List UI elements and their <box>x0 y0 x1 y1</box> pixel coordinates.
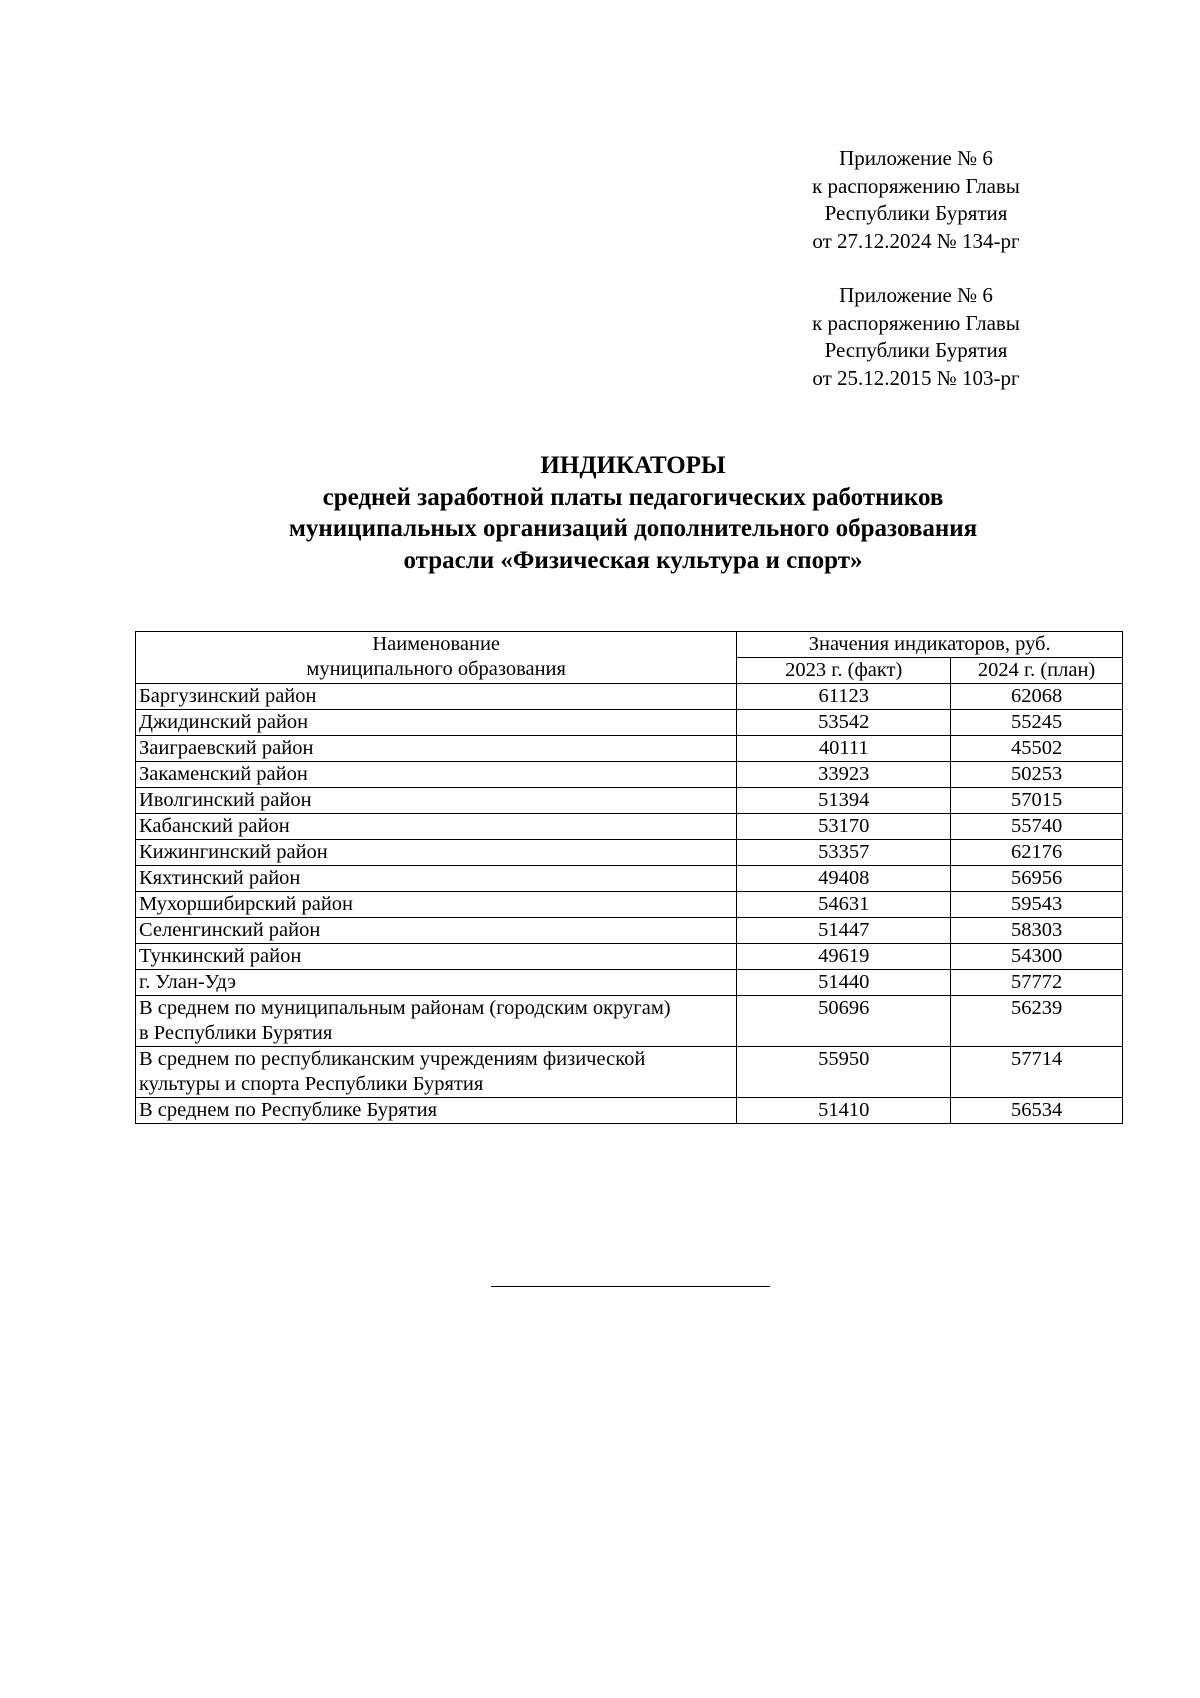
row-value-2024: 56956 <box>951 866 1123 892</box>
table-row <box>136 762 1123 788</box>
table-row <box>136 918 1123 944</box>
row-value-2023: 50696 <box>737 996 951 1047</box>
row-name-line-1: В среднем по муниципальным районам (городским округам) <box>139 997 671 1019</box>
table-row <box>136 840 1123 866</box>
table-row <box>136 1098 1123 1124</box>
header-indicator-values: Значения индикаторов, руб. <box>737 632 1123 658</box>
appendix-current <box>760 145 1072 255</box>
appendix-previous-line-4: от 25.12.2015 № 103-рг <box>812 365 1020 390</box>
row-value-2023: 51410 <box>737 1098 951 1124</box>
row-name: Мухоршибирский район <box>136 892 737 918</box>
appendix-previous-line-3: Республики Бурятия <box>824 338 1008 362</box>
table-row <box>136 892 1123 918</box>
row-name <box>136 996 737 1047</box>
row-name: Заиграевский район <box>136 736 737 762</box>
appendix-current-line-2: к распоряжению Главы <box>812 173 1020 198</box>
row-name-line-1: В среднем по республиканским учреждениям физической <box>139 1048 646 1070</box>
row-name: Иволгинский район <box>136 788 737 814</box>
row-value-2023: 33923 <box>737 762 951 788</box>
header-municipality-line-2: муниципального образования <box>306 658 566 680</box>
row-value-2023: 51394 <box>737 788 951 814</box>
title-line-3: муниципальных организаций дополнительного образования <box>288 515 978 542</box>
row-value-2023: 51440 <box>737 970 951 996</box>
title-line-4: отрасли «Физическая культура и спорт» <box>403 546 863 574</box>
row-value-2024: 62068 <box>951 684 1123 710</box>
row-value-2023: 55950 <box>737 1047 951 1098</box>
row-value-2023: 54631 <box>737 892 951 918</box>
row-value-2024: 58303 <box>951 918 1123 944</box>
row-name: Закаменский район <box>136 762 737 788</box>
row-value-2024: 62176 <box>951 840 1123 866</box>
row-name: Селенгинский район <box>136 918 737 944</box>
header-2024: 2024 г. (план) <box>951 658 1123 684</box>
header-municipality-line-1: Наименование <box>372 633 501 655</box>
row-name: г. Улан-Удэ <box>136 970 737 996</box>
row-name-line-2: в Республики Бурятия <box>139 1022 333 1044</box>
appendix-current-line-1: Приложение № 6 <box>839 146 993 170</box>
table-row <box>136 970 1123 996</box>
signature-divider-line <box>491 1286 770 1287</box>
header-2023: 2023 г. (факт) <box>737 658 951 684</box>
row-name-line-2: культуры и спорта Республики Бурятия <box>139 1073 484 1095</box>
row-name: Баргузинский район <box>136 684 737 710</box>
row-value-2024: 54300 <box>951 944 1123 970</box>
header-municipality <box>136 632 737 684</box>
row-value-2023: 51447 <box>737 918 951 944</box>
row-name: Тункинский район <box>136 944 737 970</box>
indicators-table <box>135 631 1123 1124</box>
row-value-2023: 49408 <box>737 866 951 892</box>
table-row <box>136 710 1123 736</box>
table-row <box>136 736 1123 762</box>
row-value-2024: 55245 <box>951 710 1123 736</box>
row-value-2024: 55740 <box>951 814 1123 840</box>
row-name <box>136 1047 737 1098</box>
row-name: Джидинский район <box>136 710 737 736</box>
table-header-row <box>136 632 1123 658</box>
row-name: Кижингинский район <box>136 840 737 866</box>
row-value-2023: 61123 <box>737 684 951 710</box>
row-value-2023: 53357 <box>737 840 951 866</box>
table-row <box>136 684 1123 710</box>
appendix-previous-line-1: Приложение № 6 <box>839 283 993 307</box>
row-value-2024: 50253 <box>951 762 1123 788</box>
row-name: Кабанский район <box>136 814 737 840</box>
row-name: В среднем по Республике Бурятия <box>136 1098 737 1124</box>
row-value-2024: 57772 <box>951 970 1123 996</box>
title-heading: ИНДИКАТОРЫ <box>540 452 726 479</box>
title-line-2: средней заработной платы педагогических работников <box>322 483 944 511</box>
row-value-2024: 56534 <box>951 1098 1123 1124</box>
table-row <box>136 1047 1123 1098</box>
appendix-previous <box>760 282 1072 392</box>
row-value-2024: 59543 <box>951 892 1123 918</box>
appendix-current-line-4: от 27.12.2024 № 134-рг <box>812 228 1020 253</box>
table-row <box>136 814 1123 840</box>
row-value-2024: 45502 <box>951 736 1123 762</box>
row-value-2023: 53170 <box>737 814 951 840</box>
row-value-2024: 57714 <box>951 1047 1123 1098</box>
table-row <box>136 866 1123 892</box>
document-title <box>0 450 1200 576</box>
table-row <box>136 944 1123 970</box>
appendix-current-line-3: Республики Бурятия <box>824 201 1008 225</box>
table-row <box>136 788 1123 814</box>
appendix-previous-line-2: к распоряжению Главы <box>812 310 1020 335</box>
row-value-2023: 53542 <box>737 710 951 736</box>
row-value-2024: 57015 <box>951 788 1123 814</box>
row-value-2024: 56239 <box>951 996 1123 1047</box>
table-row <box>136 996 1123 1047</box>
row-value-2023: 40111 <box>737 736 951 762</box>
row-value-2023: 49619 <box>737 944 951 970</box>
row-name: Кяхтинский район <box>136 866 737 892</box>
